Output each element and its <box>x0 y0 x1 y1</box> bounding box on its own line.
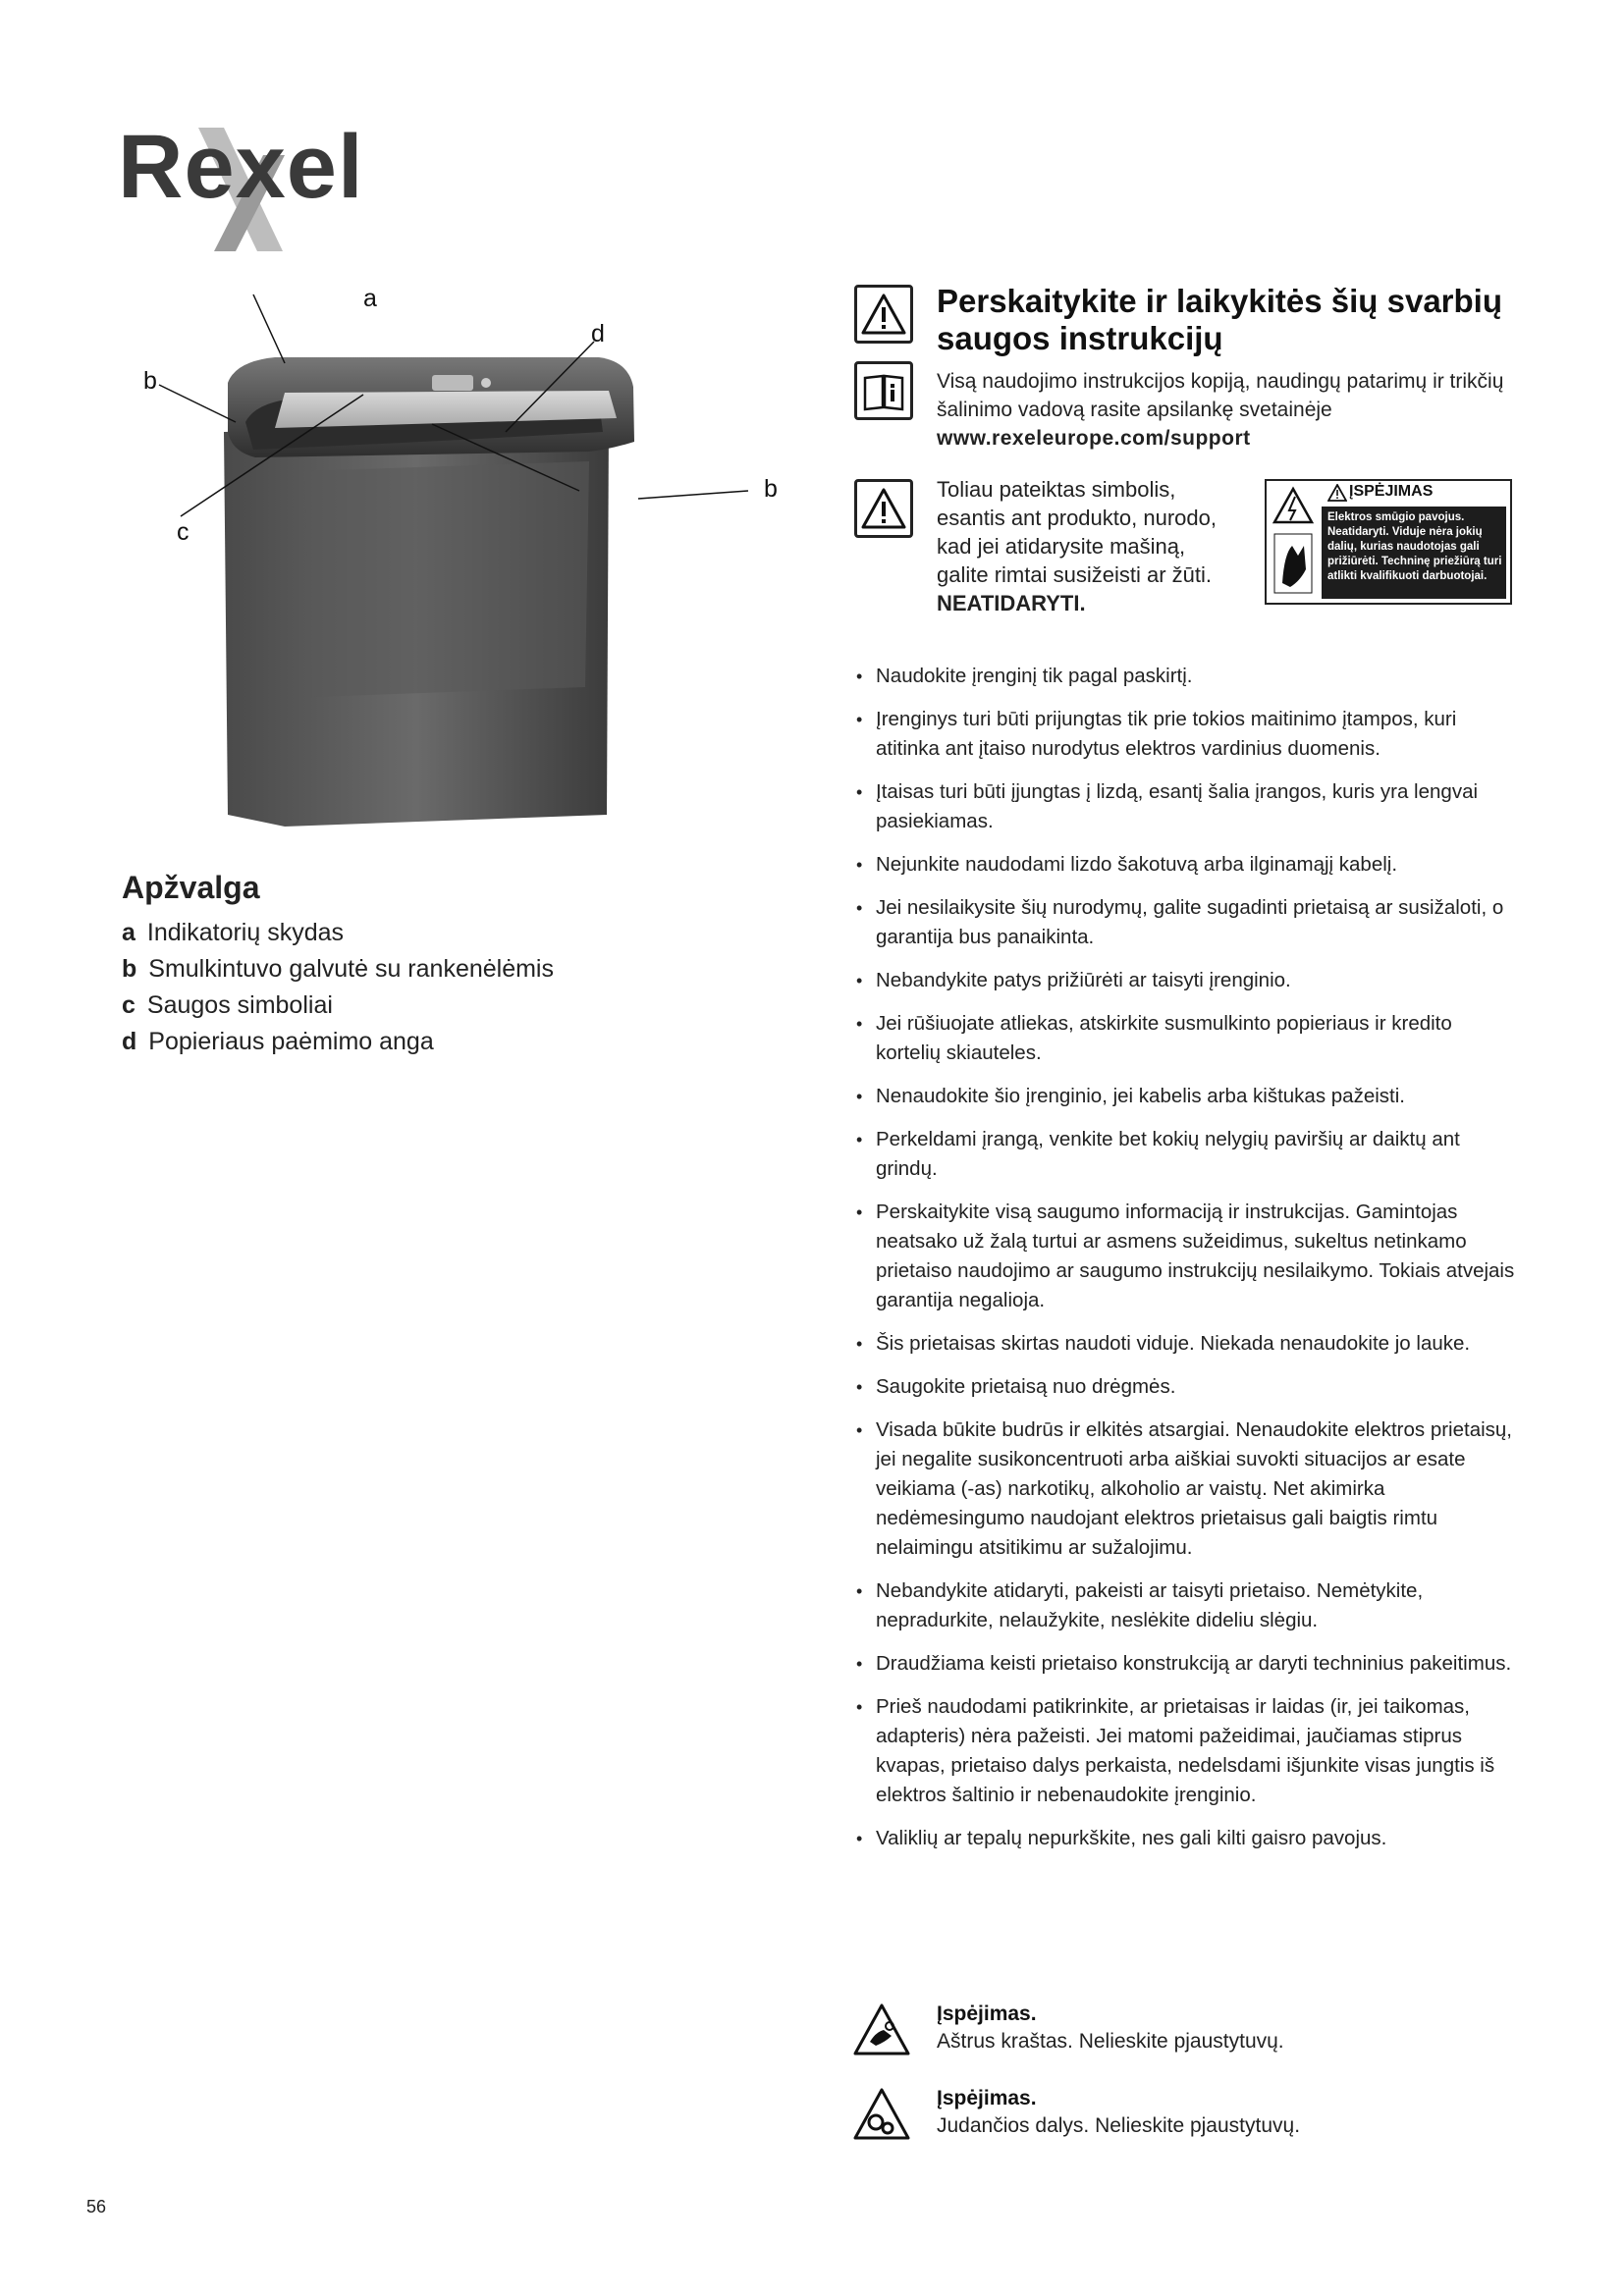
callout-d: d <box>591 320 605 347</box>
intro-text <box>937 367 1526 453</box>
overview-item-a: a Indikatorių skydas <box>122 919 345 946</box>
symbol-explanation <box>937 475 1231 617</box>
rule-item: • Nebandykite patys prižiūrėti ar taisyti įrenginio. <box>854 966 1522 995</box>
overview-title: Apžvalga <box>122 870 260 905</box>
warning-triangle-icon <box>854 285 913 344</box>
overview-list <box>122 915 554 1060</box>
moving-parts-warning-text: Judančios dalys. Nelieskite pjaustytuvų. <box>937 2114 1301 2137</box>
rule-item: • Visada būkite budrūs ir elkitės atsargiai. Nenaudokite elektros prietaisų, jei negalite susikoncentruoti arba aiškiai suvokti situacijos ar esate veikiama (-as) narkotikų, alkoholio ar vaistų. Net akimirka nedėmesingumo naudojant elektros prietaisus gali baigtis rimtu nelaimingu atsitikimu ar sužalojimu. <box>854 1415 1522 1563</box>
rule-item: • Jei rūšiuojate atliekas, atskirkite susmulkinto popieriaus ir kredito kortelių skiauteles. <box>854 1009 1522 1068</box>
page-number: 56 <box>86 2197 107 2216</box>
sharp-edge-warning-icon <box>852 2002 911 2062</box>
overview-item-c: c Saugos simboliai <box>122 991 333 1019</box>
moving-parts-warning-icon <box>852 2087 911 2147</box>
support-url: www.rexeleurope.com/support <box>937 427 1251 450</box>
callout-a: a <box>363 285 377 312</box>
product-warning-label <box>1265 479 1512 605</box>
callout-b-right: b <box>764 475 778 503</box>
rule-item: • Valiklių ar tepalų nepurkškite, nes gali kilti gaisro pavojus. <box>854 1824 1522 1853</box>
rule-item: • Perkeldami įrangą, venkite bet kokių nelygių paviršių ar daiktų ant grindų. <box>854 1125 1522 1184</box>
safety-title: Perskaitykite ir laikykitės šių svarbių saugos instrukcijų <box>937 283 1503 356</box>
label-triangle-icon <box>1327 484 1347 502</box>
rule-item: • Įrenginys turi būti prijungtas tik prie tokios maitinimo įtampos, kuri atitinka ant įtaiso nurodytus elektros vardinius duomenis. <box>854 705 1522 764</box>
label-body: Elektros smūgio pavojus. Neatidaryti. Viduje nėra jokių dalių, kurias naudotojas gali prižiūrėti. Techninę priežiūrą turi atlikti kvalifikuoti darbuotojai. <box>1322 507 1506 599</box>
rexel-logo <box>118 116 383 253</box>
moving-parts-warning-title: Įspėjimas. <box>937 2087 1037 2109</box>
shredder-illustration <box>137 285 785 854</box>
moving-parts-warning <box>937 2087 1300 2138</box>
sharp-edge-warning-title: Įspėjimas. <box>937 2002 1037 2025</box>
intro-body: Visą naudojimo instrukcijos kopiją, naudingų patarimų ir trikčių šalinimo vadovą rasite apsilankę svetainėje <box>937 370 1504 421</box>
sharp-edge-warning <box>937 2002 1284 2054</box>
rule-item: • Nebandykite atidaryti, pakeisti ar taisyti prietaiso. Nemėtykite, nepradurkite, nelaužykite, neslėkite dideliu slėgiu. <box>854 1576 1522 1635</box>
overview-item-b: b Smulkintuvo galvutė su rankenėlėmis <box>122 955 554 983</box>
callout-c: c <box>177 518 189 546</box>
rule-item: • Draudžiama keisti prietaiso konstrukciją ar daryti techninius pakeitimus. <box>854 1649 1522 1679</box>
safety-rules-list <box>854 662 1522 1867</box>
rule-item: • Nenaudokite šio įrenginio, jei kabelis arba kištukas pažeisti. <box>854 1082 1522 1111</box>
do-not-open-text: NEATIDARYTI. <box>937 591 1086 615</box>
logo-text: Rexel <box>118 117 364 217</box>
rule-item: • Nejunkite naudodami lizdo šakotuvą arba ilginamąjį kabelį. <box>854 850 1522 880</box>
sharp-edge-warning-text: Aštrus kraštas. Nelieskite pjaustytuvų. <box>937 2030 1284 2053</box>
callout-lines <box>137 285 785 854</box>
callout-b-left: b <box>143 367 157 395</box>
rule-item: • Jei nesilaikysite šių nurodymų, galite sugadinti prietaisą ar susižaloti, o garantija bus panaikinta. <box>854 893 1522 952</box>
symbol-explanation-body: Toliau pateiktas simbolis, esantis ant produkto, nurodo, kad jei atidarysite mašiną, galite rimtai susižeisti ar žūti. <box>937 477 1217 587</box>
rule-item: • Naudokite įrenginį tik pagal paskirtį. <box>854 662 1522 691</box>
label-heading: ĮSPĖJIMAS <box>1349 483 1434 500</box>
rule-item: • Perskaitykite visą saugumo informaciją ir instrukcijas. Gamintojas neatsako už žalą turtui ar asmens sužeidimus, sukeltus netinkamo prietaiso naudojimo ar saugumo instrukcijų nesilaikymo. Tokiais atvejais garantija negalioja. <box>854 1198 1522 1315</box>
rule-item: • Šis prietaisas skirtas naudoti viduje. Niekada nenaudokite jo lauke. <box>854 1329 1522 1359</box>
rule-item: • Įtaisas turi būti įjungtas į lizdą, esantį šalia įrangos, kuris yra lengvai pasiekiamas. <box>854 777 1522 836</box>
electric-shock-icon <box>1271 485 1316 601</box>
rule-item: • Saugokite prietaisą nuo drėgmės. <box>854 1372 1522 1402</box>
rule-item: • Prieš naudodami patikrinkite, ar prietaisas ir laidas (ir, jei taikomas, adapteris) nėra pažeisti. Jei matomi pažeidimai, jaučiamas stiprus kvapas, prietaiso dalys perkaista, nedelsdami išjunkite visas jungtis iš elektros šaltinio ir nebenaudokite įrenginio. <box>854 1692 1522 1810</box>
read-manual-icon <box>854 361 913 420</box>
open-hazard-triangle-icon <box>854 479 913 538</box>
overview-item-d: d Popieriaus paėmimo anga <box>122 1028 434 1055</box>
